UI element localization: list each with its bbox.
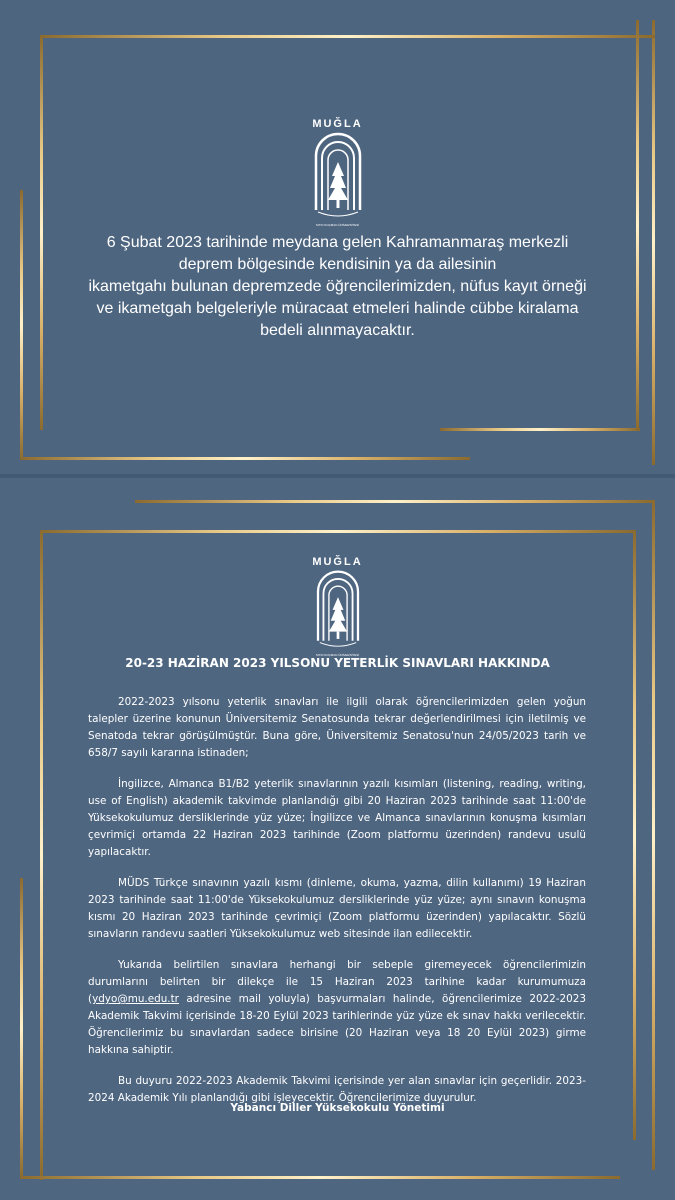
email-link[interactable]: ydyo@mu.edu.tr [92,993,179,1005]
document-body [88,694,586,1121]
university-emblem-icon [312,568,364,648]
gold-frame-top-inner [40,35,655,38]
gold-frame-right-inner [636,20,639,430]
announcement-text [70,232,605,342]
gold-frame-left-outer [20,878,23,1178]
gold-frame-top [135,500,655,503]
announcement-line: ikametgahı bulunan depremzede öğrencilerimizden, nüfus kayıt örneği [88,278,587,295]
document-title: 20-23 HAZİRAN 2023 YILSONU YETERLİK SINAVLARI HAKKINDA [125,656,550,670]
announcement-line: ve ikametgah belgeleriyle müracaat etmeleri halinde cübbe kiralama [96,300,579,317]
gold-frame-bottom-right [440,428,640,431]
university-emblem-icon [312,130,364,218]
document-paragraph: Bu duyuru 2022-2023 Akademik Takvimi içerisinde yer alan sınavlar için geçerlidir. 2023-2024 Akademik Yılı planlandığı gibi işleyecektir. Öğrencilerimize duyurulur. [88,1075,586,1104]
logo-brand-text: MUĞLA [312,556,363,568]
gold-frame-bottom-left [20,457,470,460]
document-paragraph: 2022-2023 yılsonu yeterlik sınavları ile ilgili olarak öğrencilerimizden gelen yoğun talepler üzerine konunun Üniversitemiz Senatosunda tekrar değerlendirilmesi için iletilmiş ve Senatoda tekrar görüşülmüştür. Buna göre, Üniversitemiz Senatosu'nun 24/05/2023 tarih ve 658/7 sayılı kararına istinaden; [88,696,586,759]
document-paragraph: İngilizce, Almanca B1/B2 yeterlik sınavlarının yazılı kısımları (listening, reading, writing, use of English) akademik takvimde planlandığı gibi 20 Haziran 2023 tarihinde saat 11:00'de Yüksekokulumuz dersliklerinde yüz yüze; İngilizce ve Almanca sınavlarının konuşma kısımları çevrimiçi ortamda 22 Haziran 2023 tarihinde (Zoom platformu üzerinden) randevu usulü yapılacaktır. [88,778,586,858]
announcement-line: deprem bölgesinde kendisinin ya da ailesinin [178,256,497,273]
top-announcement-card [0,0,675,476]
document-paragraph: MÜDS Türkçe sınavının yazılı kısmı (dinleme, okuma, yazma, dilin kullanımı) 19 Haziran 2023 tarihinde saat 11:00'de Yüksekokulumuz dersliklerinde yüz yüze; aynı sınavın konuşma kısmı 20 Haziran 2023 tarihinde çevrimiçi (Zoom platformu üzerinden) yapılacaktır. Sözlü sınavların randevu saatleri Yüksekokulumuz web sitesinde ilan edilecektir. [88,877,586,940]
university-logo [312,118,364,227]
gold-frame-bottom [20,1176,620,1179]
gold-frame-top-inner [40,530,635,533]
gold-frame-left-outer [20,190,23,460]
announcement-line: 6 Şubat 2023 tarihinde meydana gelen Kahramanmaraş merkezli [106,234,569,251]
gold-frame-right [652,500,655,1170]
paragraph-text: Yukarıda belirtilen sınavlara herhangi bir sebeple giremeyecek öğrencilerimizin durumlarını belirten bir dilekçe ile 15 Haziran 2023 tarihine kadar kurumumuza ( [88,959,586,1005]
gold-frame-left [40,35,43,430]
paragraph-text: adresine mail yoluyla) başvurmaları halinde, öğrencilerimize 2022-2023 Akademik Takvimi içerisinde 18-20 Eylül 2023 tarihlerinde yüz yüze ek sınav hakkı verilecektir. Öğrencilerimiz bu sınavlardan sadece birisine (20 Haziran veya 18 20 Eylül 2023) girme hakkına sahiptir. [88,993,586,1056]
gold-frame-right [652,20,655,465]
university-logo [312,556,364,657]
gold-frame-left [40,530,43,1180]
gold-frame-right-inner [633,530,636,1140]
logo-ring-text: SITKI KOÇMAN ÜNİVERSİTESİ [315,223,360,227]
logo-brand-text: MUĞLA [312,118,363,130]
document-paragraph [88,957,586,1059]
announcement-line: bedeli alınmayacaktır. [260,322,415,339]
logo-ring-text: SITKI KOÇMAN ÜNİVERSİTESİ [315,653,360,657]
signature: Yabancı Diller Yüksekokulu Yönetimi [230,1102,445,1114]
